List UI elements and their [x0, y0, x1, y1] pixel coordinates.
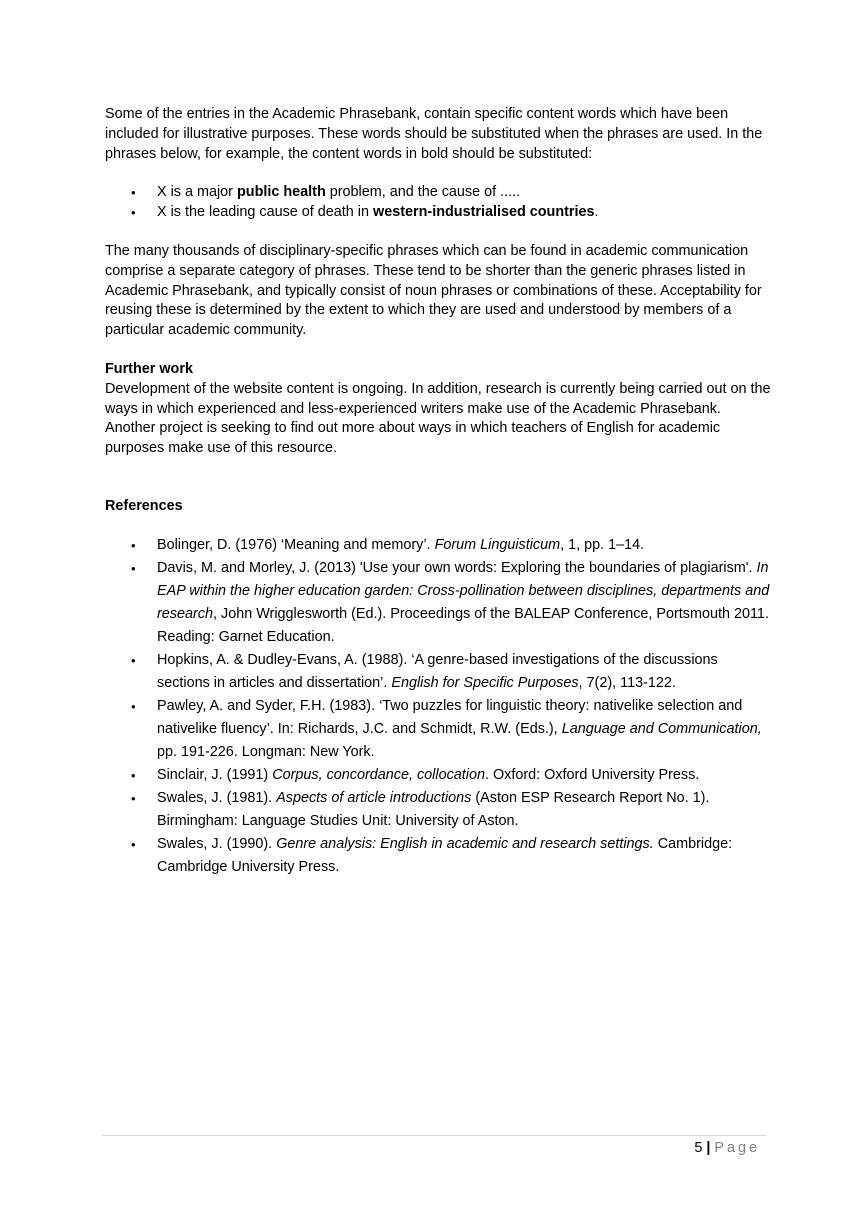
example-item: • X is a major public health problem, and the cause of .....: [105, 183, 773, 203]
page-footer: [694, 1138, 760, 1158]
bullet-icon: •: [131, 560, 136, 576]
further-work-heading: Further work: [105, 360, 193, 377]
bullet-icon: •: [131, 205, 136, 221]
reference-item: • Swales, J. (1981). Aspects of article introductions (Aston ESP Research Report No. 1). Birmingham: Language Studies Unit: University of Aston.: [105, 787, 773, 833]
reference-item: • Sinclair, J. (1991) Corpus, concordance, collocation. Oxford: Oxford University Press.: [105, 764, 773, 787]
reference-item: • Davis, M. and Morley, J. (2013) 'Use your own words: Exploring the boundaries of plagiarism'. In EAP within the higher education garden: Cross-pollination between disciplines, departments and research, John Wrigglesworth (Ed.). Proceedings of the BALEAP Conference, Portsmouth 2011. Reading: Garnet Education.: [105, 557, 773, 649]
example-list: [105, 183, 773, 223]
intro-paragraph: Some of the entries in the Academic Phrasebank, contain specific content words which have been included for illustrative purposes. These words should be substituted when the phrases are used. In the phrases below, for example, the content words in bold should be substituted:: [105, 106, 763, 162]
bold-content-word: western-industrialised countries: [373, 204, 595, 221]
bold-content-word: public health: [236, 184, 326, 201]
reference-item: • Hopkins, A. & Dudley-Evans, A. (1988). ‘A genre-based investigations of the discussions sections in articles and dissertation’. English for Specific Purposes, 7(2), 113-122.: [105, 649, 773, 695]
reference-item: • Swales, J. (1990). Genre analysis: English in academic and research settings. Cambridge: Cambridge University Press.: [105, 833, 773, 879]
bullet-icon: •: [131, 185, 136, 201]
bullet-icon: •: [131, 790, 136, 806]
footer-separator: |: [706, 1140, 711, 1156]
page-content: [105, 105, 773, 879]
bullet-icon: •: [131, 537, 136, 553]
example-item: • X is the leading cause of death in western-industrialised countries.: [105, 203, 773, 223]
reference-item: • Pawley, A. and Syder, F.H. (1983). ‘Two puzzles for linguistic theory: nativelike selection and nativelike fluency’. In: Richards, J.C. and Schmidt, R.W. (Eds.), Language and Communication, pp. 191-226. Longman: New York.: [105, 695, 773, 764]
page-number: 5: [694, 1140, 703, 1156]
reference-item: • Bolinger, D. (1976) ‘Meaning and memory’. Forum Linguisticum, 1, pp. 1–14.: [105, 534, 773, 557]
references-heading: References: [105, 497, 183, 514]
reference-list: [105, 534, 773, 879]
page-label: Page: [714, 1140, 760, 1156]
bullet-icon: •: [131, 652, 136, 668]
further-work-paragraph: Development of the website content is ongoing. In addition, research is currently being carried out on the ways in which experienced and less-experienced writers make use of the Academic Phrasebank. Another project is seeking to find out more about ways in which teachers of English for academic purposes make use of this resource.: [105, 380, 771, 457]
bullet-icon: •: [131, 698, 136, 714]
bullet-icon: •: [131, 836, 136, 852]
bullet-icon: •: [131, 767, 136, 783]
footer-divider: [102, 1135, 766, 1136]
disciplinary-paragraph: The many thousands of disciplinary-specific phrases which can be found in academic communication comprise a separate category of phrases. These tend to be shorter than the generic phrases listed in Academic Phrasebank, and typically consist of noun phrases or combinations of these. Acceptability for reusing these is determined by the extent to which they are used and understood by members of a particular academic community.: [105, 242, 762, 339]
